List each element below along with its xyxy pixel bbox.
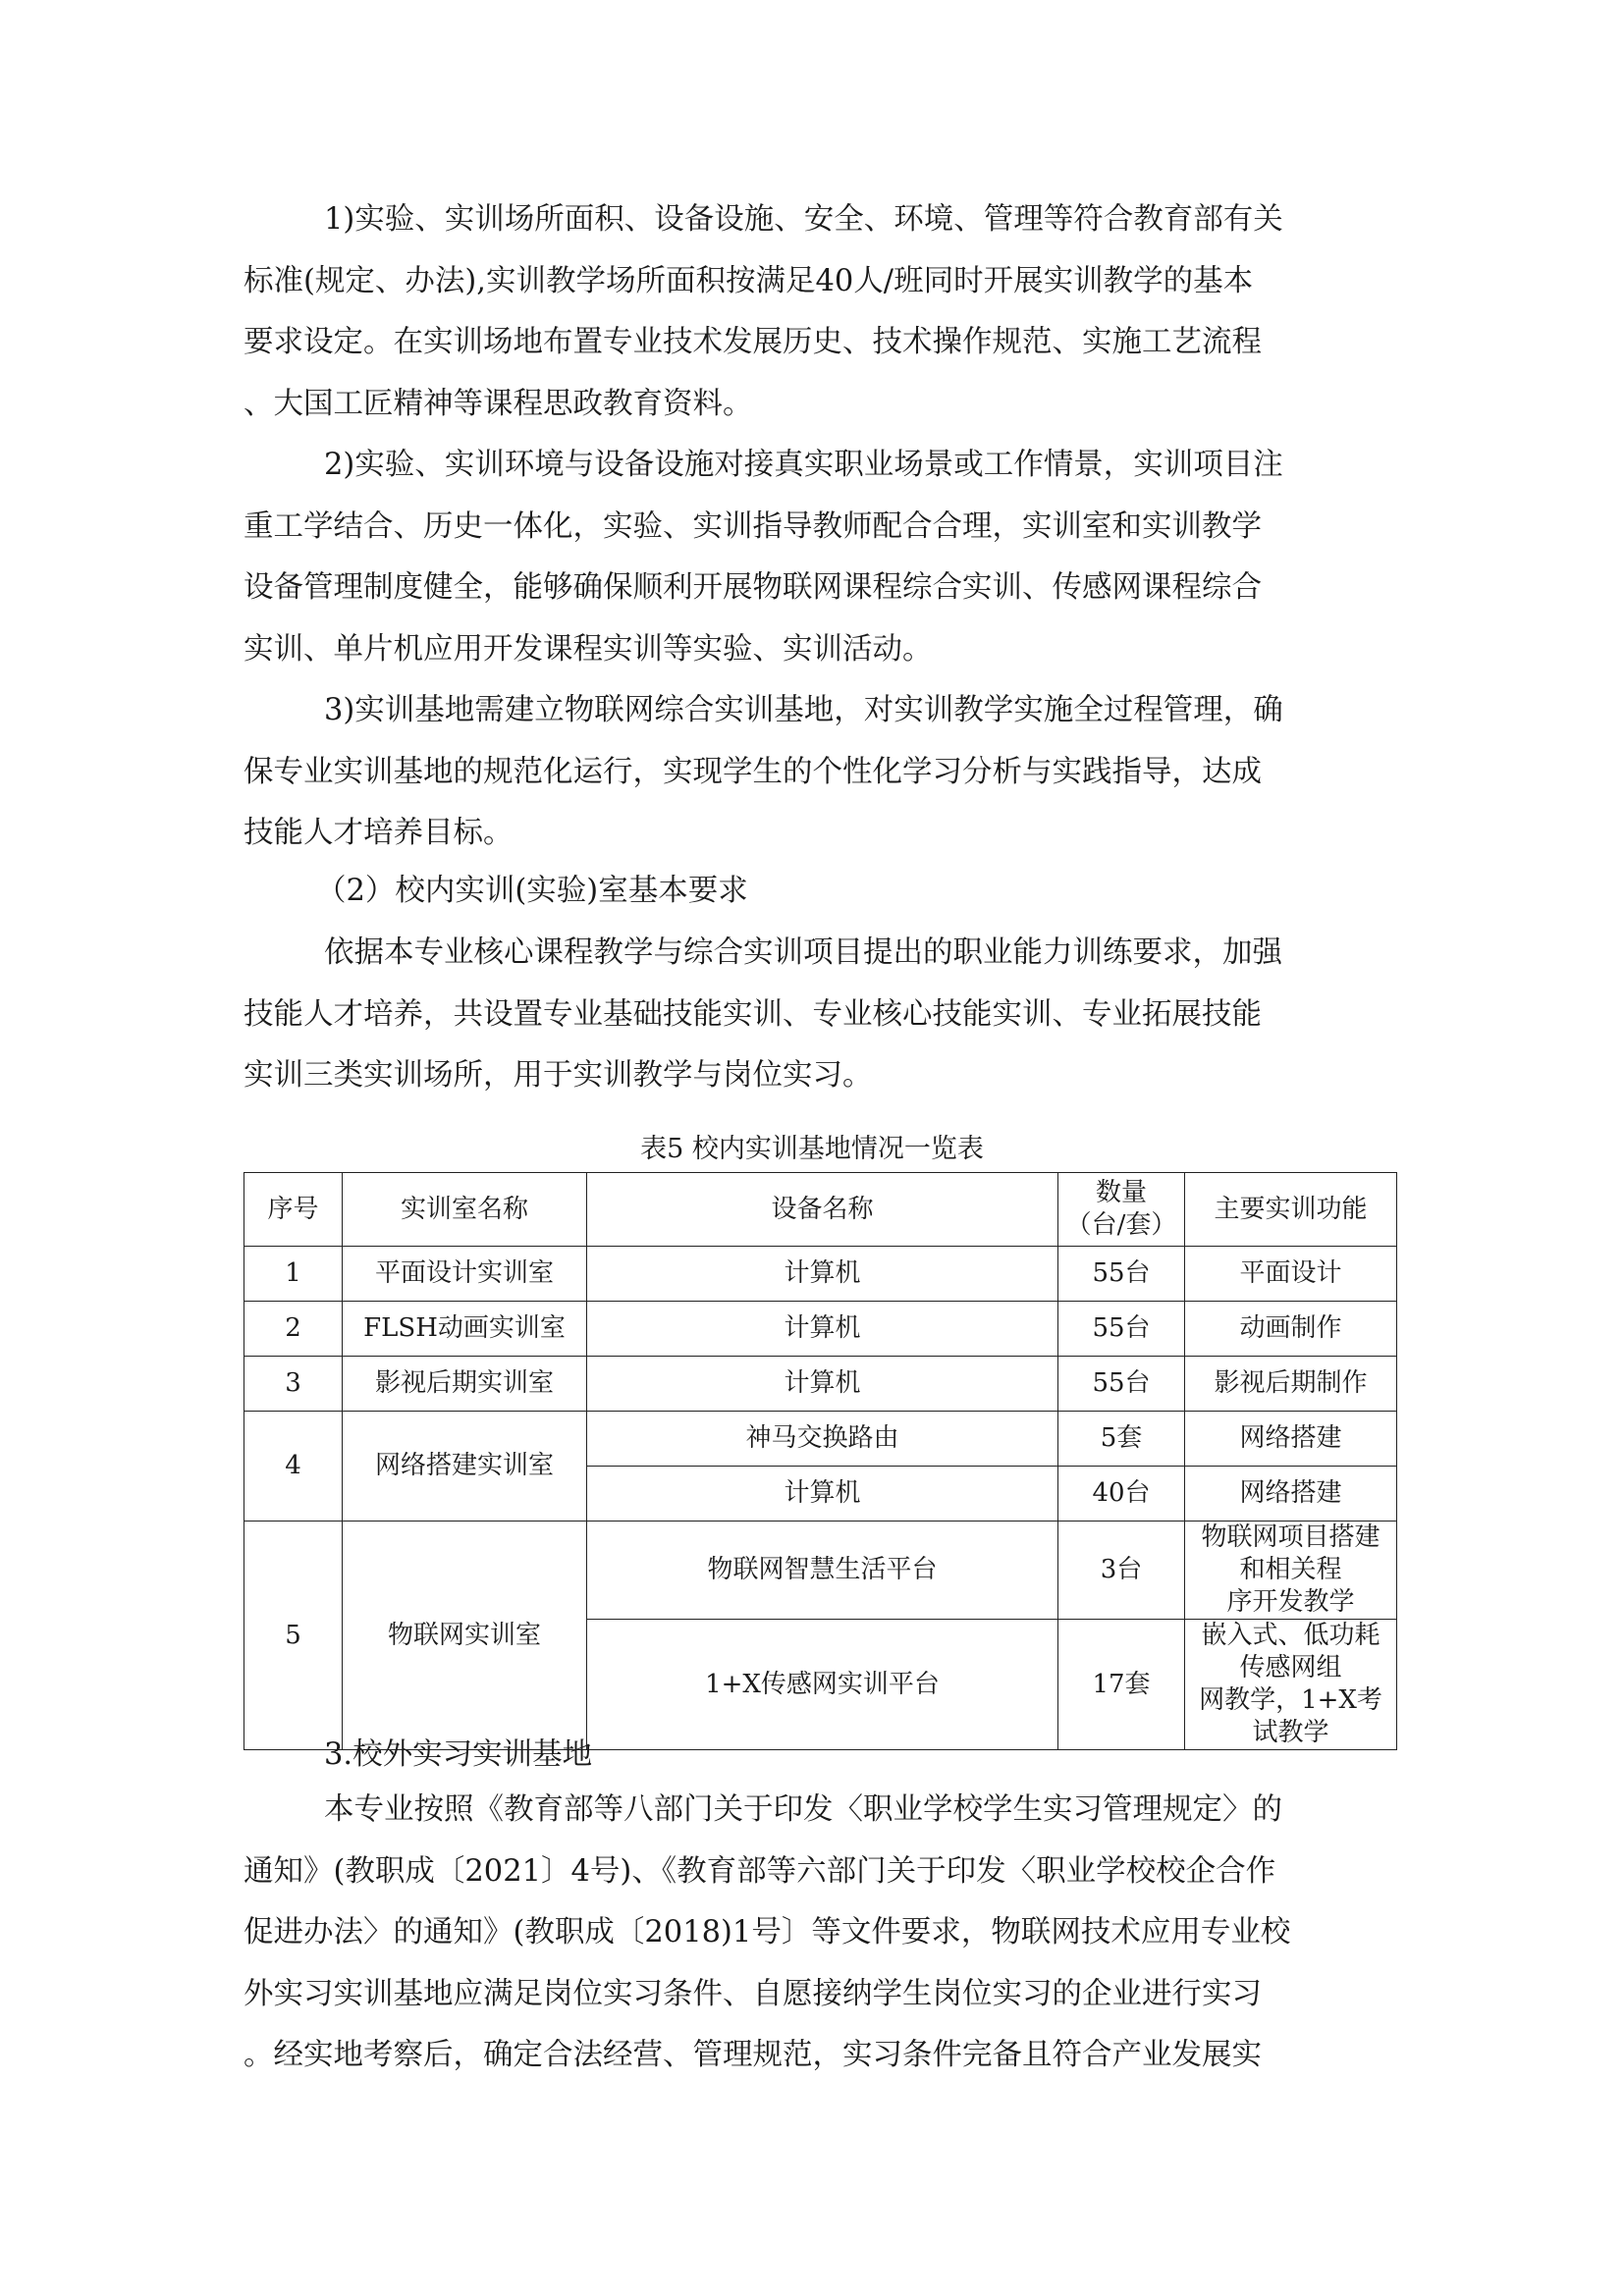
cell-no: 4 [244, 1412, 343, 1522]
cell-no: 2 [244, 1302, 343, 1357]
section-1 [244, 189, 1371, 865]
text-line: 实训、单片机应用开发课程实训等实验、实训活动。 [244, 631, 933, 667]
text-line: 1)实验、实训场所面积、设备设施、安全、环境、管理等符合教育部有关 [324, 202, 1283, 237]
cell-func: 网络搭建 [1185, 1412, 1397, 1467]
section-2 [244, 923, 1371, 1107]
header-room: 实训室名称 [343, 1173, 587, 1247]
cell-equip: 计算机 [587, 1357, 1058, 1412]
cell-func-line: 网教学，1+X考试教学 [1199, 1685, 1382, 1747]
cell-qty: 55台 [1058, 1302, 1185, 1357]
text-line: 促进办法〉的通知》(教职成〔2018)1号〕等文件要求，物联网技术应用专业校 [244, 1915, 1291, 1949]
cell-qty: 55台 [1058, 1357, 1185, 1412]
header-qty [1058, 1173, 1185, 1247]
text-line: 3)实训基地需建立物联网综合实训基地，对实训教学实施全过程管理，确 [324, 693, 1283, 727]
section-3 [244, 1780, 1371, 2087]
text-line: 依据本专业核心课程教学与综合实训项目提出的职业能力训练要求，加强 [324, 935, 1282, 970]
cell-func [1185, 1620, 1397, 1750]
cell-qty: 17套 [1058, 1620, 1185, 1750]
cell-qty: 5套 [1058, 1412, 1185, 1467]
table-row [244, 1522, 1397, 1620]
table-row [244, 1302, 1397, 1357]
cell-room: 物联网实训室 [343, 1522, 587, 1750]
paragraph-5 [244, 1780, 1371, 2087]
text-line: 保专业实训基地的规范化运行，实现学生的个性化学习分析与实践指导，达成 [244, 754, 1262, 789]
text-line: 要求设定。在实训场地布置专业技术发展历史、技术操作规范、实施工艺流程 [244, 325, 1262, 359]
section-3-heading: 3.校外实习实训基地 [324, 1737, 593, 1772]
cell-func: 动画制作 [1185, 1302, 1397, 1357]
text-line: 外实习实训基地应满足岗位实习条件、自愿接纳学生岗位实习的企业进行实习 [244, 1976, 1262, 2011]
table-row [244, 1357, 1397, 1412]
cell-func-line: 物联网项目搭建和相关程 [1201, 1522, 1380, 1584]
cell-equip: 神马交换路由 [587, 1412, 1058, 1467]
cell-no: 5 [244, 1522, 343, 1750]
text-line: 技能人才培养目标。 [244, 816, 514, 850]
cell-no: 3 [244, 1357, 343, 1412]
cell-func: 网络搭建 [1185, 1467, 1397, 1522]
text-line: 。经实地考察后，确定合法经营、管理规范，实习条件完备且符合产业发展实 [244, 2038, 1262, 2072]
text-line: 标准(规定、办法),实训教学场所面积按满足40人/班同时开展实训教学的基本 [244, 263, 1254, 298]
paragraph-2 [244, 435, 1371, 680]
cell-equip: 计算机 [587, 1247, 1058, 1302]
cell-equip: 物联网智慧生活平台 [587, 1522, 1058, 1620]
paragraph-3 [244, 680, 1371, 865]
text-line: 设备管理制度健全，能够确保顺利开展物联网课程综合实训、传感网课程综合 [244, 570, 1262, 605]
cell-equip: 计算机 [587, 1302, 1058, 1357]
training-base-table [244, 1172, 1397, 1750]
section-2-heading: （2）校内实训(实验)室基本要求 [316, 874, 748, 908]
cell-room: 网络搭建实训室 [343, 1412, 587, 1522]
cell-func-line: 嵌入式、低功耗传感网组 [1201, 1621, 1380, 1682]
paragraph-4 [244, 923, 1371, 1107]
cell-func [1185, 1522, 1397, 1620]
table-header-row [244, 1173, 1397, 1247]
cell-no: 1 [244, 1247, 343, 1302]
cell-func: 影视后期制作 [1185, 1357, 1397, 1412]
header-qty-line2: （台/套） [1065, 1210, 1177, 1240]
header-no: 序号 [244, 1173, 343, 1247]
text-line: 通知》(教职成〔2021〕4号)、《教育部等六部门关于印发〈职业学校校企合作 [244, 1853, 1276, 1889]
cell-func: 平面设计 [1185, 1247, 1397, 1302]
cell-func-line: 序开发教学 [1226, 1587, 1355, 1617]
table-row [244, 1412, 1397, 1467]
cell-qty: 40台 [1058, 1467, 1185, 1522]
text-line: 实训三类实训场所，用于实训教学与岗位实习。 [244, 1058, 873, 1093]
cell-room: 平面设计实训室 [343, 1247, 587, 1302]
header-func: 主要实训功能 [1185, 1173, 1397, 1247]
paragraph-1 [244, 189, 1371, 435]
cell-equip: 1+X传感网实训平台 [587, 1620, 1058, 1750]
text-line: 重工学结合、历史一体化，实验、实训指导教师配合合理，实训室和实训教学 [244, 508, 1262, 544]
text-line: 、大国工匠精神等课程思政教育资料。 [244, 386, 753, 421]
header-qty-line1: 数量 [1095, 1178, 1147, 1207]
cell-qty: 55台 [1058, 1247, 1185, 1302]
text-line: 本专业按照《教育部等八部门关于印发〈职业学校学生实习管理规定〉的 [324, 1792, 1282, 1827]
cell-qty: 3台 [1058, 1522, 1185, 1620]
cell-room: FLSH动画实训室 [343, 1302, 587, 1357]
text-line: 2)实验、实训环境与设备设施对接真实职业场景或工作情景，实训项目注 [324, 448, 1283, 482]
header-equip: 设备名称 [587, 1173, 1058, 1247]
cell-room: 影视后期实训室 [343, 1357, 587, 1412]
table-caption: 表5 校内实训基地情况一览表 [640, 1134, 984, 1164]
table-row [244, 1247, 1397, 1302]
text-line: 技能人才培养，共设置专业基础技能实训、专业核心技能实训、专业拓展技能 [244, 996, 1262, 1032]
cell-equip: 计算机 [587, 1467, 1058, 1522]
